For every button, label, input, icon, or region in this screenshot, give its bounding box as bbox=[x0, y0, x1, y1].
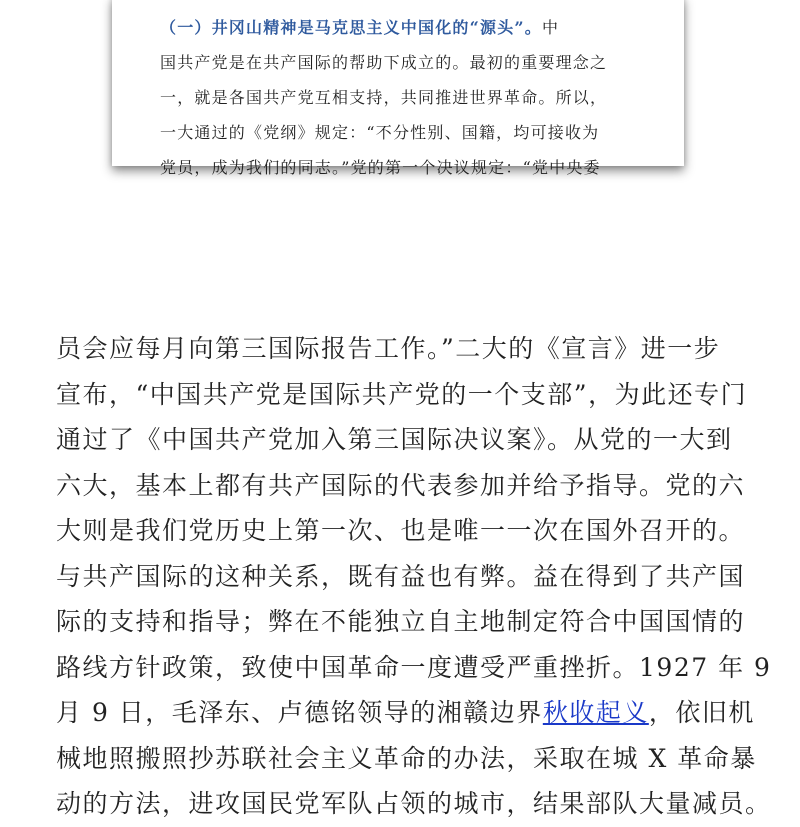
body-line: 路线方针政策，致使中国革命一度遭受严重挫折。1927 年 9 bbox=[56, 652, 772, 682]
body-line-with-link bbox=[56, 690, 755, 736]
card-top-fragment bbox=[160, 0, 176, 2]
body-line: 员会应每月向第三国际报告工作。”二大的《宣言》进一步 bbox=[56, 334, 721, 363]
card-lead-tail: 中 bbox=[542, 18, 560, 37]
quoted-page-card bbox=[112, 0, 684, 177]
section-heading: （一）井冈山精神是马克思主义中国化的“源头”。 bbox=[160, 18, 543, 37]
body-line: 动的方法，进攻国民党军队占领的城市，结果部队大量减员。 bbox=[56, 789, 772, 818]
body-line: 与共产国际的这种关系，既有益也有弊。益在得到了共产国 bbox=[56, 561, 746, 591]
body-paragraph bbox=[56, 326, 772, 827]
card-line: 党员，成为我们的同志。”党的第一个决议规定：“党中央委 bbox=[160, 158, 601, 177]
body-line: 际的支持和指导；弊在不能独立自主地制定符合中国国情的 bbox=[56, 607, 746, 636]
card-text bbox=[160, 10, 644, 185]
autumn-harvest-uprising-link[interactable]: 秋收起义 bbox=[542, 698, 649, 727]
card-line: 国共产党是在共产国际的帮助下成立的。最初的重要理念之 bbox=[160, 53, 608, 72]
body-text-segment: ，依旧机 bbox=[648, 698, 755, 727]
card-line: 一，就是各国共产党互相支持，共同推进世界革命。所以， bbox=[160, 88, 608, 107]
body-line: 宣布，“中国共产党是国际共产党的一个支部”，为此还专门 bbox=[56, 379, 748, 409]
card-line: 一大通过的《党纲》规定：“不分性别、国籍，均可接收为 bbox=[160, 123, 600, 142]
card-line-1 bbox=[160, 10, 644, 45]
body-line: 大则是我们党历史上第一次、也是唯一一次在国外召开的。 bbox=[56, 516, 746, 545]
body-line: 通过了《中国共产党加入第三国际决议案》。从党的一大到 bbox=[56, 425, 733, 454]
body-text-segment: 月 9 日，毛泽东、卢德铭领导的湘赣边界 bbox=[56, 698, 543, 727]
body-line: 械地照搬照抄苏联社会主义革命的办法，采取在城 X 革命暴 bbox=[56, 743, 757, 773]
body-line: 六大，基本上都有共产国际的代表参加并给予指导。党的六 bbox=[56, 470, 746, 500]
